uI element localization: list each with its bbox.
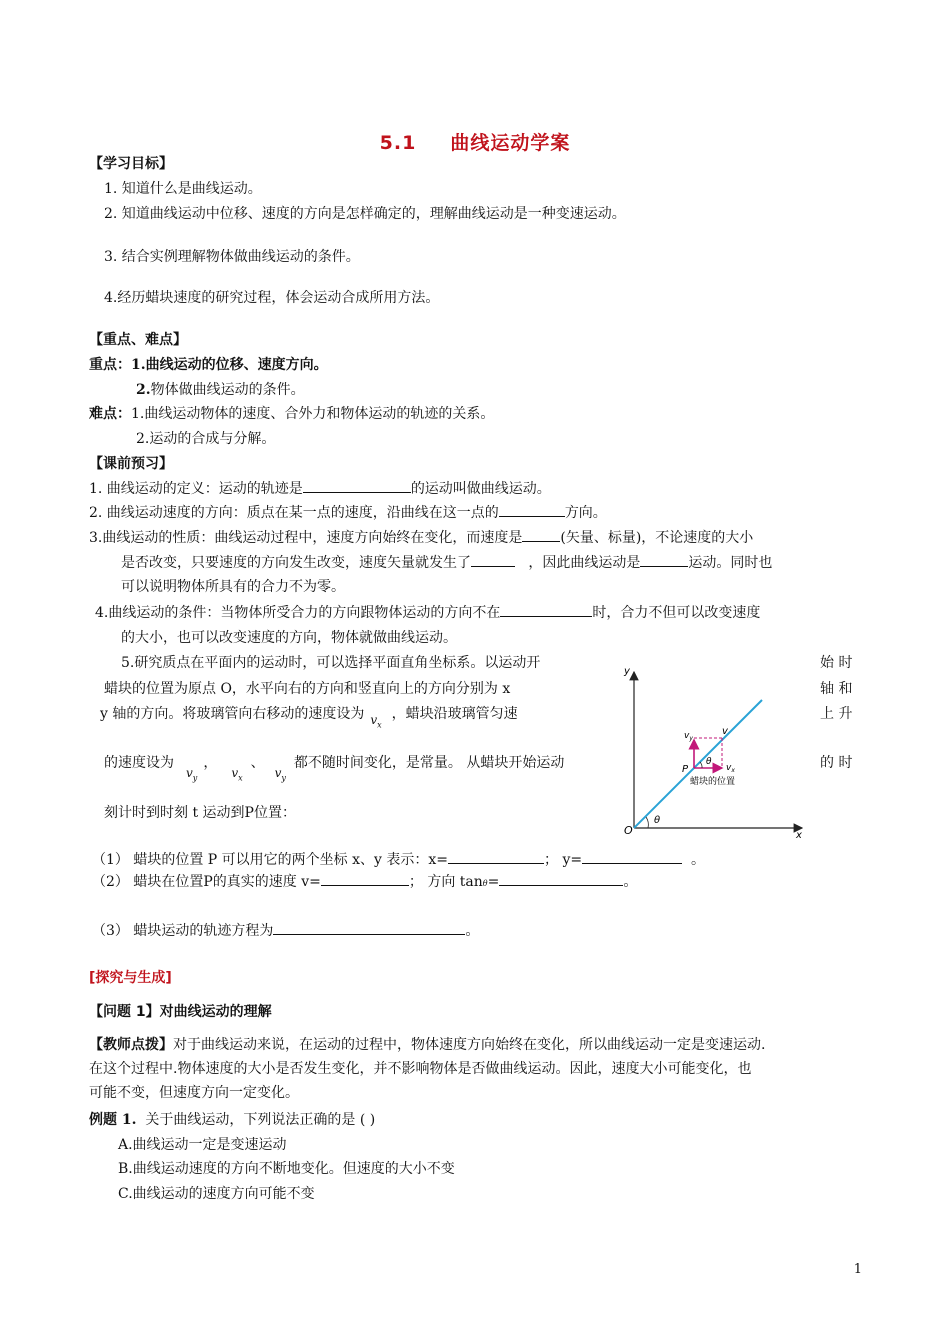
key-point-2-num: 2. [136, 382, 151, 398]
text: y 轴的方向。将玻璃管向右移动的速度设为 [100, 706, 365, 722]
example-label: 例题 1. [89, 1112, 137, 1128]
vx-symbol [231, 766, 243, 783]
preview-item-5-right: 始 时 [820, 655, 853, 671]
vx-label [726, 763, 735, 774]
preview-item-5-line5: 刻计时到时刻 t 运动到P位置： [104, 805, 296, 821]
text: ， [203, 755, 218, 771]
key-point-text: 1.曲线运动的位移、速度方向。 [131, 357, 328, 373]
preview-item-4-cont: 的大小，也可以改变速度的方向，物体就做曲线运动。 [121, 630, 457, 646]
text: ，因此曲线运动是 [528, 555, 641, 571]
text: 。 [691, 852, 706, 868]
preview-item-3 [89, 527, 753, 547]
teacher-tip-line: 可能不变，但速度方向一定变化。 [89, 1085, 299, 1101]
point-p-label: P [682, 764, 689, 775]
text: 2. 曲线运动速度的方向：质点在某一点的速度，沿曲线在这一点的 [89, 505, 499, 521]
x-axis-label: x [796, 830, 802, 840]
preview-item-3-cont [121, 552, 772, 572]
page-number: 1 [853, 1262, 862, 1277]
preview-item-5: 5.研究质点在平面内的运动时，可以选择平面直角坐标系。以运动开 [121, 655, 541, 671]
fill-blank[interactable] [321, 871, 409, 886]
teacher-tip [89, 1034, 765, 1054]
teacher-tip-line: 在这个过程中.物体速度的大小是否发生变化，并不影响物体是否做曲线运动。因此，速度大小可能变化，也 [89, 1061, 752, 1077]
text: ； y= [544, 852, 583, 868]
v-symbol: v [274, 766, 282, 780]
text: 4.曲线运动的条件：当物体所受合力的方向跟物体运动的方向不在 [95, 605, 501, 621]
fill-blank[interactable] [522, 527, 560, 542]
key-point-2-text: 物体做曲线运动的条件。 [150, 382, 305, 398]
option-a: A.曲线运动一定是变速运动 [118, 1137, 287, 1153]
tip-label: 【教师点拨】 [89, 1037, 173, 1053]
v-label: v [722, 726, 728, 737]
vy-symbol [274, 766, 286, 783]
title-text: 曲线运动学案 [450, 132, 571, 154]
key-label: 重点： [89, 357, 131, 373]
option-c: C.曲线运动的速度方向可能不变 [118, 1186, 315, 1202]
vy-label [684, 731, 693, 742]
fill-blank[interactable] [582, 849, 682, 864]
text: 的速度设为 [104, 755, 174, 771]
option-b: B.曲线运动速度的方向不断地变化。但速度的大小不变 [118, 1161, 455, 1177]
text: 1. 曲线运动的定义：运动的轨迹是 [89, 481, 303, 497]
preview-item-1 [89, 478, 551, 498]
figure-caption: 蜡块的位置 [690, 777, 736, 787]
preview-item-5-right: 轴 和 [820, 681, 853, 697]
text: 3.曲线运动的性质：曲线运动过程中，速度方向始终在变化，而速度是 [89, 530, 523, 546]
text: 方向。 [564, 505, 607, 521]
preview-item-5-line2: 蜡块的位置为原点 O，水平向右的方向和竖直向上的方向分别为 x [104, 681, 511, 697]
y-subscript: y [192, 773, 198, 783]
title-number: 5.1 [379, 132, 417, 154]
preview-header: 【课前预习】 [89, 456, 173, 472]
text: ，蜡块沿玻璃管匀速 [391, 706, 518, 722]
preview-item-4 [95, 602, 760, 622]
fill-blank[interactable] [499, 871, 623, 886]
trajectory-line [634, 700, 762, 828]
key-header: 【重点、难点】 [89, 332, 187, 348]
page-title [0, 128, 950, 155]
text: 是否改变，只要速度的方向发生改变，速度矢量就发生了 [121, 555, 471, 571]
v-symbol: v [370, 713, 378, 727]
theta-label: θ [706, 757, 712, 767]
preview-item-5-line4 [104, 752, 565, 783]
text: 都不随时间变化，是常量。 从蜡块开始运动 [293, 755, 565, 771]
fill-blank[interactable] [273, 920, 465, 935]
preview-item-5-right: 上 升 [820, 706, 853, 722]
difficult-point-2: 2.运动的合成与分解。 [136, 431, 276, 447]
y-axis-label: y [624, 666, 630, 677]
text: 。 [465, 923, 480, 939]
text: ； 方向 tan [408, 874, 483, 890]
question-header: 【问题 1】对曲线运动的理解 [89, 1004, 272, 1020]
goals-header: 【学习目标】 [89, 156, 173, 172]
v-symbol: v [231, 766, 239, 780]
vx-sub: x [731, 767, 735, 774]
preview-item-3-end: 可以说明物体所具有的合力不为零。 [121, 579, 345, 595]
vy-symbol [186, 766, 198, 783]
y-subscript: y [281, 773, 286, 783]
text: 对于曲线运动来说，在运动的过程中，物体速度方向始终在变化，所以曲线运动一定是变速运动. [173, 1037, 766, 1053]
preview-item-5-line3 [100, 703, 518, 730]
wax-block-figure [618, 660, 810, 840]
fill-blank[interactable] [303, 478, 411, 493]
vy-v: v [684, 731, 690, 741]
v-symbol: v [186, 766, 193, 780]
text: 时，合力不但可以改变速度 [592, 605, 761, 621]
example-1 [89, 1109, 375, 1129]
goal-item: 2. 知道曲线运动中位移、速度的方向是怎样确定的，理解曲线运动是一种变速运动。 [104, 206, 626, 222]
explore-header: [探究与生成] [89, 970, 172, 986]
text: 的运动叫做曲线运动。 [410, 481, 551, 497]
text: 、 [250, 755, 265, 771]
difficult-point-1 [89, 403, 494, 423]
preview-item-2 [89, 502, 607, 522]
text: （3） 蜡块运动的轨迹方程为 [92, 923, 274, 939]
text: = [487, 874, 500, 890]
theta-label: θ [654, 815, 661, 826]
text: （2） 蜡块在位置P的真实的速度 v= [92, 874, 321, 890]
fill-blank[interactable] [471, 552, 515, 567]
key-point-2 [136, 379, 305, 399]
key-point-1 [89, 354, 328, 374]
difficult-point-text: 1.曲线运动物体的速度、合外力和物体运动的轨迹的关系。 [131, 406, 495, 422]
theta-symbol: θ [482, 879, 488, 888]
text: （1） 蜡块的位置 P 可以用它的两个坐标 x、y 表示：x= [92, 852, 449, 868]
text: 运动。同时也 [688, 555, 773, 571]
x-subscript: x [238, 773, 243, 783]
goal-item: 3. 结合实例理解物体做曲线运动的条件。 [104, 249, 360, 265]
vx-symbol [370, 713, 382, 730]
question-1 [92, 849, 705, 869]
text: (矢量、标量)，不论速度的大小 [560, 530, 754, 546]
vy-sub: y [689, 735, 693, 742]
angle-arc [646, 817, 648, 828]
question-2 [92, 871, 637, 891]
vx-v: v [726, 763, 732, 773]
fill-blank[interactable] [640, 552, 688, 567]
question-3 [92, 920, 479, 940]
text: 关于曲线运动，下列说法正确的是 ( ) [145, 1112, 376, 1128]
goal-item: 4.经历蜡块速度的研究过程，体会运动合成所用方法。 [104, 290, 440, 306]
fill-blank[interactable] [448, 849, 544, 864]
difficult-label: 难点： [89, 406, 131, 422]
preview-item-5-right: 的 时 [820, 755, 853, 771]
fill-blank[interactable] [499, 502, 565, 517]
fill-blank[interactable] [500, 602, 592, 617]
text: 。 [623, 874, 638, 890]
angle-arc [700, 762, 702, 768]
x-subscript: x [377, 720, 382, 730]
origin-label: O [624, 824, 633, 837]
goal-item: 1. 知道什么是曲线运动。 [104, 181, 262, 197]
